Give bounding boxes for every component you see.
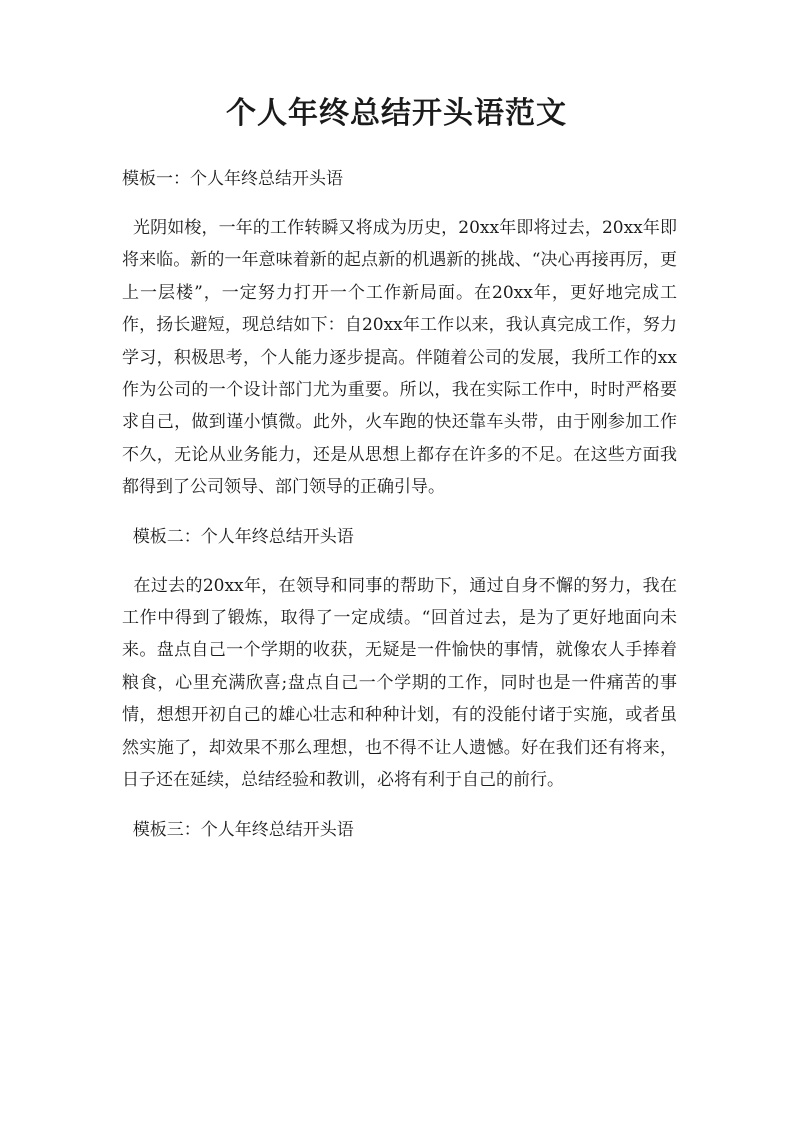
page-title: 个人年终总结开头语范文 bbox=[226, 96, 567, 131]
document-body bbox=[122, 162, 677, 847]
section-paragraph-1: 光阴如梭，一年的工作转瞬又将成为历史，20xx年即将过去，20xx年即将来临。新的一年意味着新的起点新的机遇新的挑战、“决心再接再厉，更上一层楼”，一定努力打开一个工作新局面。在20xx年，更好地完成工作，扬长避短，现总结如下：自20xx年工作以来，我认真完成工作，努力学习，积极思考，个人能力逐步提高。伴随着公司的发展，我所工作的xx作为公司的一个设计部门尤为重要。所以，我在实际工作中，时时严格要求自己，做到谨小慎微。此外，火车跑的快还靠车头带，由于刚参加工作不久，无论从业务能力，还是从思想上都存在许多的不足。在这些方面我都得到了公司领导、部门领导的正确引导。 bbox=[122, 218, 677, 498]
section-heading-2: 模板二：个人年终总结开头语 bbox=[122, 526, 354, 547]
section-heading-1: 模板一：个人年终总结开头语 bbox=[122, 169, 343, 189]
section-paragraph-2: 在过去的20xx年，在领导和同事的帮助下，通过自身不懈的努力，我在工作中得到了锻炼，取得了一定成绩。“回首过去，是为了更好地面向未来。盘点自己一个学期的收获，无疑是一件愉快的事情，就像农人手捧着粮食，心里充满欣喜;盘点自己一个学期的工作，同时也是一件痛苦的事情，想想开初自己的雄心壮志和种种计划，有的没能付诸于实施，或者虽然实施了，却效果不那么理想，也不得不让人遗憾。好在我们还有将来，日子还在延续，总结经验和教训，必将有利于自己的前行。 bbox=[122, 575, 677, 791]
section-heading-3: 模板三：个人年终总结开头语 bbox=[122, 819, 354, 840]
